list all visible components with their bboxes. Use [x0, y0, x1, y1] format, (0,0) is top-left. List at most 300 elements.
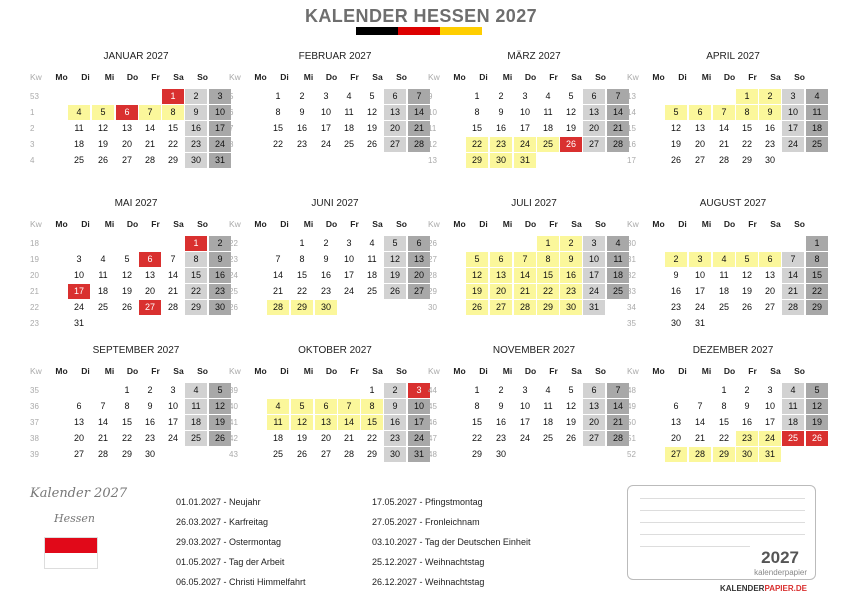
holiday-day-cell: 6 — [139, 252, 161, 267]
weekday-header — [428, 218, 618, 231]
weekday-header — [30, 365, 220, 378]
weekday-label: So — [396, 366, 407, 376]
day-cell: 8 — [124, 401, 130, 411]
school-holiday-cell: 12 — [291, 415, 313, 430]
week-number: 39 — [229, 386, 238, 395]
weekday-label: Fr — [350, 366, 359, 376]
day-cell: 25 — [343, 139, 354, 149]
brand-accent: PAPIER.DE — [764, 584, 807, 593]
day-cell: 15 — [167, 123, 178, 133]
note-sub: kalenderpapier — [754, 568, 807, 577]
saturday-cell: 26 — [384, 284, 406, 299]
day-cell: 16 — [495, 417, 506, 427]
week-number-header: Kw — [30, 366, 42, 376]
week-number-header: Kw — [627, 72, 639, 82]
day-cell: 15 — [471, 417, 482, 427]
month-block — [30, 345, 225, 485]
week-row — [428, 89, 621, 104]
week-row — [30, 137, 225, 152]
month-name: MAI 2027 — [114, 198, 158, 209]
note-line — [640, 498, 805, 499]
week-row — [627, 415, 822, 430]
notes-box — [627, 485, 816, 580]
week-row — [627, 383, 820, 398]
day-cell: 15 — [296, 270, 307, 280]
weekday-label: Fr — [549, 219, 558, 229]
weekday-label: Sa — [372, 219, 383, 229]
day-cell: 22 — [272, 139, 283, 149]
sunday-cell: 21 — [408, 121, 430, 136]
weekday-label: Di — [479, 366, 488, 376]
sunday-cell: 11 — [607, 252, 629, 267]
week-row — [30, 121, 225, 136]
week-row — [30, 300, 225, 315]
week-row — [428, 399, 623, 414]
day-cell: 28 — [97, 449, 108, 459]
day-cell: 1 — [474, 91, 480, 101]
day-cell: 24 — [519, 433, 530, 443]
note-line — [640, 546, 750, 547]
day-cell: 30 — [670, 318, 681, 328]
saturday-cell: 8 — [185, 252, 207, 267]
week-number: 30 — [428, 303, 437, 312]
month-name: JUNI 2027 — [311, 198, 359, 209]
week-number: 31 — [627, 255, 636, 264]
day-cell: 26 — [366, 139, 377, 149]
week-row — [30, 89, 223, 104]
day-cell: 4 — [100, 254, 106, 264]
day-cell: 17 — [519, 417, 530, 427]
day-cell: 12 — [741, 270, 752, 280]
day-cell: 3 — [76, 254, 82, 264]
day-cell: 9 — [673, 270, 679, 280]
week-number: 50 — [627, 418, 636, 427]
sunday-cell: 18 — [806, 121, 828, 136]
saturday-cell: 10 — [782, 105, 804, 120]
day-cell: 20 — [670, 433, 681, 443]
weekday-label: So — [396, 72, 407, 82]
week-number: 29 — [428, 287, 437, 296]
week-number: 37 — [30, 418, 39, 427]
school-holiday-cell: 1 — [736, 89, 758, 104]
sunday-cell: 4 — [607, 236, 629, 251]
day-cell: 4 — [346, 91, 352, 101]
day-cell: 30 — [144, 449, 155, 459]
day-cell: 22 — [296, 286, 307, 296]
week-row — [428, 284, 623, 299]
week-number: 23 — [30, 319, 39, 328]
week-number: 7 — [229, 124, 234, 133]
saturday-cell: 20 — [384, 121, 406, 136]
week-number: 17 — [627, 156, 636, 165]
day-cell: 28 — [144, 155, 155, 165]
holiday-entry: 29.03.2027 - Ostermontag — [176, 537, 282, 547]
weekday-label: So — [595, 366, 606, 376]
week-row — [30, 431, 225, 446]
saturday-cell: 27 — [583, 431, 605, 446]
holiday-day-cell: 25 — [782, 431, 804, 446]
week-row — [229, 431, 424, 446]
day-cell: 28 — [167, 302, 178, 312]
week-number-header: Kw — [428, 366, 440, 376]
weekday-label: Do — [325, 72, 338, 82]
holiday-entry: 06.05.2027 - Christi Himmelfahrt — [176, 577, 306, 587]
week-row — [428, 383, 621, 398]
day-cell: 9 — [323, 254, 329, 264]
saturday-cell: 20 — [583, 121, 605, 136]
weekday-label: Mi — [303, 366, 314, 376]
day-cell: 13 — [764, 270, 775, 280]
school-holiday-cell: 23 — [490, 137, 512, 152]
saturday-cell: 2 — [384, 383, 406, 398]
day-cell: 1 — [275, 91, 281, 101]
week-row — [428, 153, 618, 168]
sunday-cell: 17 — [209, 121, 231, 136]
weekday-label: Sa — [372, 72, 383, 82]
saturday-cell: 11 — [782, 399, 804, 414]
weekday-label: Di — [81, 72, 90, 82]
brand-logo — [720, 584, 807, 593]
day-cell: 17 — [167, 417, 178, 427]
day-cell: 20 — [764, 286, 775, 296]
sunday-cell: 19 — [806, 415, 828, 430]
sunday-cell: 17 — [408, 415, 430, 430]
saturday-cell: 30 — [185, 153, 207, 168]
day-cell: 17 — [694, 286, 705, 296]
weekday-label: Mi — [701, 366, 712, 376]
school-holiday-cell: 8 — [537, 252, 559, 267]
school-holiday-cell: 30 — [736, 447, 758, 462]
weekday-label: Sa — [173, 72, 184, 82]
day-cell: 29 — [366, 449, 377, 459]
month-block — [30, 51, 225, 191]
day-cell: 21 — [167, 286, 178, 296]
day-cell: 21 — [144, 139, 155, 149]
sunday-cell: 3 — [209, 89, 231, 104]
day-cell: 9 — [299, 107, 305, 117]
hessen-flag-white — [45, 553, 97, 568]
week-number: 41 — [229, 418, 238, 427]
school-holiday-cell: 31 — [514, 153, 536, 168]
weekday-label: Di — [280, 366, 289, 376]
flag-red-stripe — [398, 27, 440, 35]
day-cell: 8 — [474, 107, 480, 117]
day-cell: 21 — [343, 433, 354, 443]
weekday-label: Mo — [55, 219, 68, 229]
week-row — [30, 399, 225, 414]
note-line — [640, 534, 805, 535]
holiday-day-cell: 27 — [139, 300, 161, 315]
day-cell: 10 — [694, 270, 705, 280]
weekday-label: Di — [81, 219, 90, 229]
week-number: 39 — [30, 450, 39, 459]
day-cell: 3 — [323, 91, 329, 101]
school-holiday-cell: 5 — [291, 399, 313, 414]
week-number: 27 — [428, 255, 437, 264]
weekday-label: Sa — [770, 219, 781, 229]
week-number-header: Kw — [229, 366, 241, 376]
day-cell: 26 — [565, 433, 576, 443]
week-number: 36 — [30, 402, 39, 411]
day-cell: 18 — [73, 139, 84, 149]
weekday-label: So — [197, 366, 208, 376]
sunday-cell: 10 — [408, 399, 430, 414]
month-block — [229, 51, 424, 191]
sunday-cell: 14 — [607, 105, 629, 120]
weekday-label: Fr — [350, 219, 359, 229]
day-cell: 16 — [741, 417, 752, 427]
saturday-cell: 29 — [185, 300, 207, 315]
school-holiday-cell: 25 — [537, 137, 559, 152]
saturday-cell: 9 — [185, 105, 207, 120]
holiday-entry: 03.10.2027 - Tag der Deutschen Einheit — [372, 537, 531, 547]
weekday-label: Sa — [770, 366, 781, 376]
week-number: 35 — [30, 386, 39, 395]
week-number: 24 — [229, 271, 238, 280]
day-cell: 1 — [721, 385, 727, 395]
weekday-label: Fr — [549, 72, 558, 82]
saturday-cell: 2 — [185, 89, 207, 104]
week-number: 19 — [30, 255, 39, 264]
day-cell: 5 — [568, 91, 574, 101]
day-cell: 11 — [543, 107, 553, 117]
weekday-label: Do — [723, 219, 736, 229]
day-cell: 10 — [764, 401, 775, 411]
week-row — [627, 105, 822, 120]
weekday-label: Di — [678, 366, 687, 376]
saturday-cell: 23 — [185, 137, 207, 152]
saturday-cell: 13 — [384, 105, 406, 120]
sunday-cell: 28 — [607, 431, 629, 446]
day-cell: 19 — [121, 286, 132, 296]
month-block — [627, 345, 822, 485]
weekday-label: Fr — [748, 366, 757, 376]
day-cell: 25 — [718, 302, 729, 312]
sunday-cell: 24 — [209, 137, 231, 152]
day-cell: 27 — [320, 449, 331, 459]
sunday-cell: 14 — [607, 399, 629, 414]
day-cell: 24 — [694, 302, 705, 312]
day-cell: 22 — [167, 139, 178, 149]
weekday-label: Mo — [652, 366, 665, 376]
sunday-cell: 7 — [408, 89, 430, 104]
day-cell: 18 — [97, 286, 108, 296]
week-number: 26 — [428, 239, 437, 248]
week-row — [30, 236, 223, 251]
day-cell: 29 — [167, 155, 178, 165]
day-cell: 13 — [670, 417, 681, 427]
day-cell: 5 — [124, 254, 130, 264]
weekday-label: Do — [325, 219, 338, 229]
week-row — [229, 300, 419, 315]
weekday-label: So — [197, 219, 208, 229]
day-cell: 25 — [73, 155, 84, 165]
week-row — [627, 153, 817, 168]
week-number: 47 — [428, 434, 437, 443]
day-cell: 11 — [719, 270, 729, 280]
saturday-cell: 18 — [782, 415, 804, 430]
weekday-label: Di — [479, 219, 488, 229]
sunday-cell: 24 — [408, 431, 430, 446]
day-cell: 22 — [471, 433, 482, 443]
sunday-cell: 9 — [209, 252, 231, 267]
weekday-label: Mo — [652, 219, 665, 229]
week-number: 43 — [229, 450, 238, 459]
week-row — [627, 300, 822, 315]
school-holiday-cell: 4 — [68, 105, 90, 120]
day-cell: 21 — [97, 433, 108, 443]
week-row — [30, 415, 225, 430]
week-row — [428, 252, 623, 267]
saturday-cell: 6 — [583, 89, 605, 104]
sunday-cell: 21 — [607, 415, 629, 430]
saturday-cell: 11 — [185, 399, 207, 414]
day-cell: 15 — [718, 417, 729, 427]
school-holiday-cell: 30 — [560, 300, 582, 315]
day-cell: 29 — [121, 449, 132, 459]
weekday-label: Sa — [173, 219, 184, 229]
school-holiday-cell: 24 — [514, 137, 536, 152]
week-number: 52 — [627, 450, 636, 459]
month-block — [30, 198, 225, 338]
day-cell: 10 — [343, 254, 354, 264]
saturday-cell: 27 — [583, 137, 605, 152]
week-number: 20 — [30, 271, 39, 280]
month-block — [627, 198, 822, 338]
day-cell: 2 — [299, 91, 305, 101]
school-holiday-cell: 21 — [514, 284, 536, 299]
day-cell: 31 — [694, 318, 705, 328]
week-row — [627, 316, 817, 331]
holiday-day-cell: 1 — [162, 89, 184, 104]
weekday-label: Di — [479, 72, 488, 82]
weekday-label: Do — [524, 366, 537, 376]
school-holiday-cell: 29 — [537, 300, 559, 315]
day-cell: 13 — [121, 123, 132, 133]
weekday-label: Do — [325, 366, 338, 376]
day-cell: 12 — [565, 107, 576, 117]
school-holiday-cell: 6 — [759, 252, 781, 267]
weekday-label: Di — [280, 219, 289, 229]
weekday-label: Fr — [350, 72, 359, 82]
holiday-list-left — [176, 492, 306, 592]
month-block — [627, 51, 822, 191]
day-cell: 12 — [670, 123, 681, 133]
month-name: JANUAR 2027 — [103, 51, 169, 62]
day-cell: 28 — [343, 449, 354, 459]
weekday-label: So — [595, 72, 606, 82]
holiday-day-cell: 6 — [116, 105, 138, 120]
week-row — [229, 399, 424, 414]
day-cell: 26 — [741, 302, 752, 312]
day-cell: 24 — [167, 433, 178, 443]
school-holiday-cell: 7 — [338, 399, 360, 414]
school-holiday-cell: 11 — [267, 415, 289, 430]
week-number: 25 — [229, 287, 238, 296]
school-holiday-cell: 15 — [361, 415, 383, 430]
day-cell: 28 — [718, 155, 729, 165]
week-number: 8 — [229, 140, 234, 149]
day-cell: 23 — [320, 286, 331, 296]
day-cell: 21 — [694, 433, 705, 443]
day-cell: 25 — [366, 286, 377, 296]
week-row — [30, 252, 223, 267]
sunday-cell: 8 — [806, 252, 828, 267]
month-name: OKTOBER 2027 — [298, 345, 372, 356]
school-holiday-cell: 5 — [736, 252, 758, 267]
day-cell: 11 — [74, 123, 84, 133]
weekday-label: Mi — [303, 219, 314, 229]
day-cell: 24 — [343, 286, 354, 296]
saturday-cell: 23 — [384, 431, 406, 446]
week-row — [229, 252, 424, 267]
weekday-label: Sa — [571, 366, 582, 376]
week-row — [627, 89, 820, 104]
day-cell: 16 — [320, 270, 331, 280]
school-holiday-cell: 2 — [759, 89, 781, 104]
week-number: 23 — [229, 255, 238, 264]
school-holiday-cell: 28 — [514, 300, 536, 315]
school-holiday-cell: 4 — [267, 399, 289, 414]
week-number: 42 — [229, 434, 238, 443]
day-cell: 4 — [545, 91, 551, 101]
saturday-cell: 10 — [583, 252, 605, 267]
weekday-header — [627, 365, 817, 378]
saturday-cell: 9 — [384, 399, 406, 414]
week-number-header: Kw — [229, 219, 241, 229]
script-subtitle: Hessen — [54, 512, 95, 525]
day-cell: 8 — [721, 401, 727, 411]
day-cell: 18 — [343, 123, 354, 133]
day-cell: 2 — [498, 91, 504, 101]
school-holiday-cell: 8 — [361, 399, 383, 414]
week-number: 12 — [428, 140, 437, 149]
school-holiday-cell: 2 — [560, 236, 582, 251]
day-cell: 30 — [495, 449, 506, 459]
saturday-cell: 4 — [782, 383, 804, 398]
day-cell: 10 — [167, 401, 178, 411]
school-holiday-cell: 22 — [537, 284, 559, 299]
day-cell: 16 — [495, 123, 506, 133]
sunday-cell: 12 — [209, 399, 231, 414]
sunday-cell: 21 — [607, 121, 629, 136]
week-row — [428, 268, 623, 283]
week-row — [229, 89, 422, 104]
week-row — [627, 431, 822, 446]
week-row — [428, 431, 623, 446]
weekday-label: Mi — [104, 219, 115, 229]
day-cell: 23 — [764, 139, 775, 149]
week-row — [30, 383, 223, 398]
week-number: 46 — [428, 418, 437, 427]
weekday-label: Do — [524, 72, 537, 82]
day-cell: 17 — [764, 417, 775, 427]
day-cell: 23 — [296, 139, 307, 149]
day-cell: 22 — [121, 433, 132, 443]
weekday-label: Sa — [571, 72, 582, 82]
saturday-cell: 24 — [583, 284, 605, 299]
weekday-label: Di — [678, 219, 687, 229]
day-cell: 6 — [76, 401, 82, 411]
week-number-header: Kw — [428, 219, 440, 229]
holiday-entry: 27.05.2027 - Fronleichnam — [372, 517, 480, 527]
day-cell: 11 — [344, 107, 354, 117]
month-name: DEZEMBER 2027 — [692, 345, 774, 356]
weekday-label: Fr — [748, 219, 757, 229]
week-number: 16 — [627, 140, 636, 149]
day-cell: 22 — [366, 433, 377, 443]
weekday-header — [229, 71, 419, 84]
